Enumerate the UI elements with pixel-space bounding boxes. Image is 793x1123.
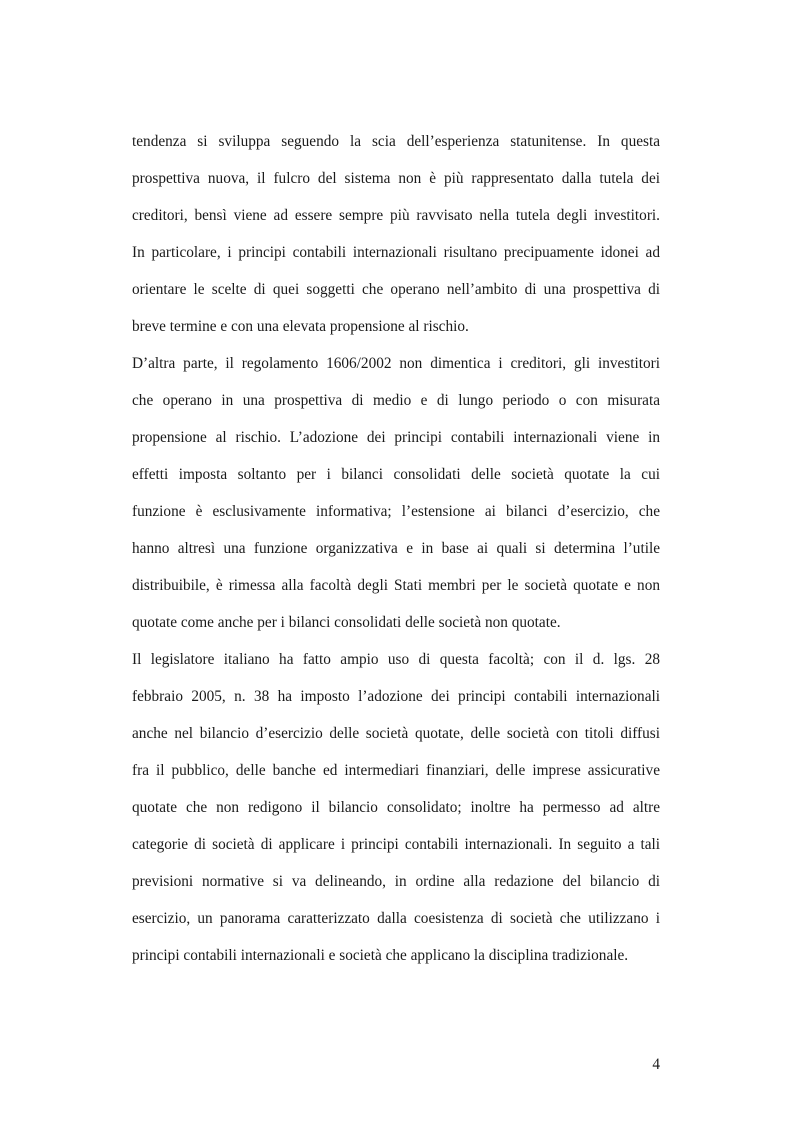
text-line: Il legislatore italiano ha fatto ampio uso di questa facoltà; con il d. lgs. 28 <box>132 651 660 668</box>
text-line: orientare le scelte di quei soggetti che operano nell’ambito di una prospettiva di <box>132 281 660 298</box>
text-line: effetti imposta soltanto per i bilanci consolidati delle società quotate la cui <box>132 466 660 483</box>
text-line: categorie di società di applicare i principi contabili internazionali. In seguito a tali <box>132 836 660 853</box>
text-line: D’altra parte, il regolamento 1606/2002 non dimentica i creditori, gli investitori <box>132 355 660 372</box>
text-line: quotate come anche per i bilanci consolidati delle società non quotate. <box>132 614 561 631</box>
text-line: che operano in una prospettiva di medio e di lungo periodo o con misurata <box>132 392 660 409</box>
body-text <box>132 123 660 974</box>
text-line: funzione è esclusivamente informativa; l’estensione ai bilanci d’esercizio, che <box>132 503 660 520</box>
text-line: hanno altresì una funzione organizzativa e in base ai quali si determina l’utile <box>132 540 660 557</box>
text-line: propensione al rischio. L’adozione dei principi contabili internazionali viene in <box>132 429 660 446</box>
text-line: esercizio, un panorama caratterizzato dalla coesistenza di società che utilizzano i <box>132 910 660 927</box>
text-line: prospettiva nuova, il fulcro del sistema non è più rappresentato dalla tutela dei <box>132 170 660 187</box>
page-number: 4 <box>652 1056 660 1073</box>
text-line: breve termine e con una elevata propensione al rischio. <box>132 318 469 335</box>
paragraph-1 <box>132 123 660 345</box>
text-line: quotate che non redigono il bilancio consolidato; inoltre ha permesso ad altre <box>132 799 660 816</box>
paragraph-3 <box>132 641 660 974</box>
text-line: previsioni normative si va delineando, in ordine alla redazione del bilancio di <box>132 873 660 890</box>
text-line: anche nel bilancio d’esercizio delle società quotate, delle società con titoli diffusi <box>132 725 660 742</box>
text-line: principi contabili internazionali e società che applicano la disciplina tradizionale. <box>132 947 629 964</box>
text-line: febbraio 2005, n. 38 ha imposto l’adozione dei principi contabili internazionali <box>132 688 660 705</box>
text-line: tendenza si sviluppa seguendo la scia dell’esperienza statunitense. In questa <box>132 133 660 150</box>
paragraph-2 <box>132 345 660 641</box>
text-line: creditori, bensì viene ad essere sempre più ravvisato nella tutela degli investitori. <box>132 207 660 224</box>
text-line: distribuibile, è rimessa alla facoltà degli Stati membri per le società quotate e non <box>132 577 660 594</box>
text-line: fra il pubblico, delle banche ed intermediari finanziari, delle imprese assicurative <box>132 762 660 779</box>
text-line: In particolare, i principi contabili internazionali risultano precipuamente idonei ad <box>132 244 660 261</box>
